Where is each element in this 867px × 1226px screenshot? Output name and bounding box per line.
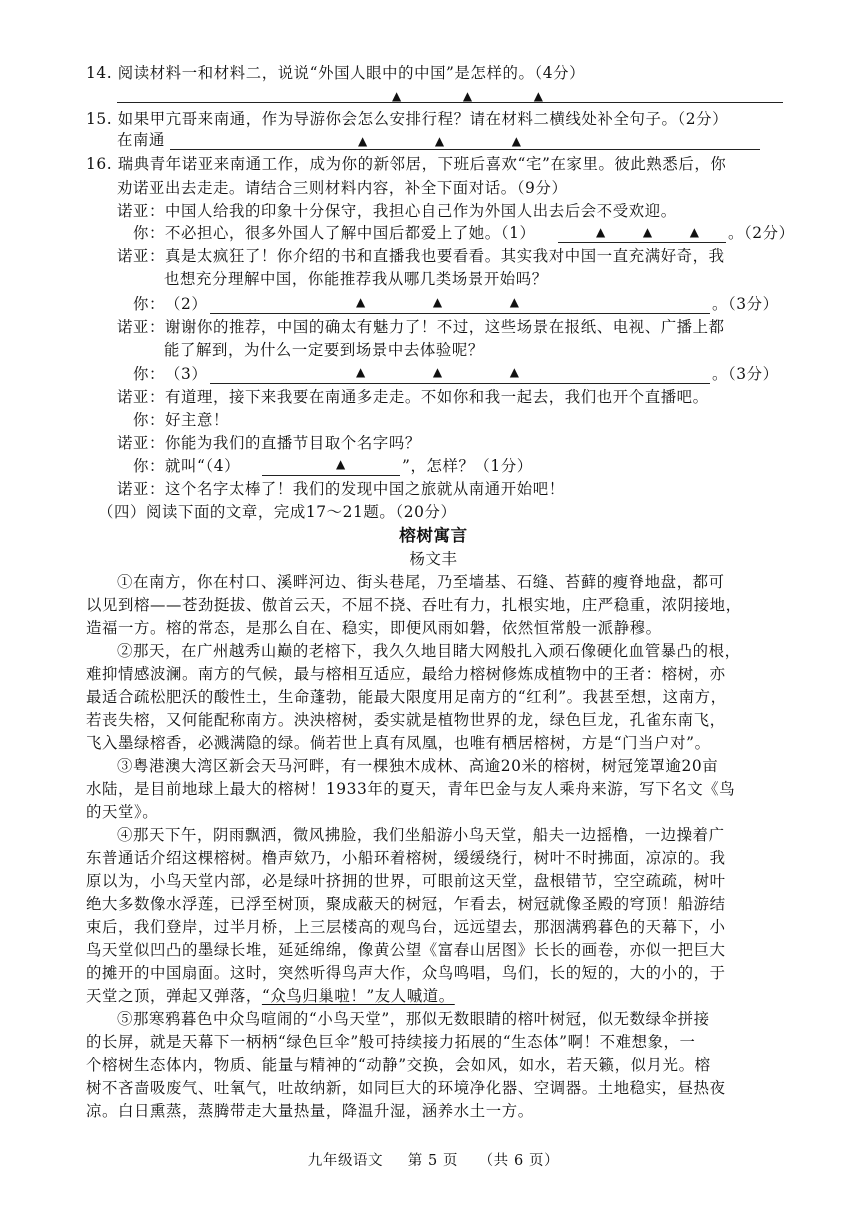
paragraph-line: 东普通话介绍这棵榕树。橹声欸乃，小船环着榕树，缓缓绕行，树叶不时拂面，凉凉的。我 <box>86 849 726 867</box>
paragraph-line: ⑤那寒鸦暮色中众鸟喧闹的“小鸟天堂”，那似无数眼睛的榕叶树冠，似无数绿伞拼接 <box>117 1010 710 1028</box>
paragraph-line: ③粤港澳大湾区新会天马河畔，有一棵独木成林、高逾20米的榕树，树冠笼罩逾20亩 <box>117 757 719 775</box>
dialogue-line <box>117 200 677 222</box>
triangle-marker-icon: ▲ <box>392 89 402 103</box>
dialogue-text: （3） <box>164 365 208 383</box>
dialogue-line <box>117 245 725 267</box>
paragraph-line: 的天堂》。 <box>86 803 159 821</box>
speaker-label: 诺亚： <box>117 318 165 336</box>
paragraph-line: 凉。白日熏蒸，蒸腾带走大量热量，降温升湿，涵养水土一方。 <box>86 1102 534 1120</box>
paragraph-line: 原以为，小鸟天堂内部，必是绿叶挤拥的世界，可眼前这天堂，盘根错节，空空疏疏，树叶 <box>86 872 726 890</box>
dialogue-text: 能了解到，为什么一定要到场景中去体验呢？ <box>164 341 484 359</box>
answer-markers <box>356 290 520 313</box>
dialogue-text: 中国人给我的印象十分保守，我担心自己作为外国人出去后会不受欢迎。 <box>164 202 677 220</box>
answer-line[interactable] <box>210 383 710 384</box>
dialogue-line <box>117 316 725 338</box>
dialogue-text: 你能为我们的直播节目取个名字吗？ <box>164 434 421 452</box>
speaker-label: 诺亚： <box>117 247 165 265</box>
dialogue-line <box>133 455 240 477</box>
speaker-label: 诺亚： <box>117 480 165 498</box>
article-title: 榕树寓言 <box>399 526 468 545</box>
paragraph-line: 以见到榕——苍劲挺拔、傲首云天，不屈不挠、吞吐有力，扎根实地，庄严稳重，浓阴接地， <box>86 596 742 614</box>
footer-total-pages: （共 6 页） <box>478 1153 560 1169</box>
footer-subject: 九年级语文 <box>307 1153 384 1169</box>
answer-line[interactable] <box>117 102 783 103</box>
answer-line[interactable] <box>170 149 760 150</box>
paragraph-line: 难抑情感波澜。南方的气候，最与榕相互适应，最给力榕树修炼成植物中的王者：榕树，亦 <box>86 665 726 683</box>
question-text: 阅读材料一和材料二，说说“外国人眼中的中国”是怎样的。（4分） <box>117 64 586 82</box>
paragraph-line: 的长屏，就是天幕下一柄柄“绿色巨伞”般可持续接力拓展的“生态体”啊！不难想象，一 <box>86 1033 696 1051</box>
triangle-marker-icon: ▲ <box>356 295 366 309</box>
dialogue-text: 这个名字太棒了！我们的发现中国之旅就从南通开始吧！ <box>164 480 565 498</box>
answer-line[interactable] <box>262 475 400 476</box>
answer-markers <box>596 220 700 243</box>
paragraph-line: 飞入墨绿榕香，必溅满隐的绿。倘若世上真有凤凰，也唯有栖居榕树，方是“门当户对”。 <box>86 734 711 752</box>
paragraph-line: 绝大多数像水浮莲，已浮至树顶，聚成蔽天的树冠，乍看去，树冠就像圣殿的穹顶！船游结 <box>86 895 726 913</box>
footer-page-number: 第 5 页 <box>407 1153 459 1169</box>
question-text: 劝诺亚出去走走。请结合三则材料内容，补全下面对话。（9分） <box>117 179 568 197</box>
triangle-marker-icon: ▲ <box>511 134 522 148</box>
triangle-marker-icon: ▲ <box>642 225 653 239</box>
answer-markers <box>392 84 544 107</box>
dialogue-text: 就叫“（4） <box>164 457 241 475</box>
triangle-marker-icon: ▲ <box>434 134 445 148</box>
triangle-marker-icon: ▲ <box>336 457 346 471</box>
answer-line[interactable] <box>210 313 710 314</box>
dialogue-line <box>133 222 535 244</box>
score-note: ”，怎样？（1分） <box>402 457 533 475</box>
paragraph-line: 水陆，是目前地球上最大的榕树！1933年的夏天，青年巴金与友人乘舟来游，写下名文《鸟 <box>86 780 736 798</box>
paragraph-line: ①在南方，你在村口、溪畔河边、街头巷尾，乃至墙基、石缝、苔藓的瘦脊地盘，都可 <box>117 573 725 591</box>
paragraph-line: 个榕树生态体内，物质、能量与精神的“动静”交换，会如风，如水，若天籁，似月光。榕 <box>86 1056 711 1074</box>
triangle-marker-icon: ▲ <box>432 295 443 309</box>
speaker-label: 诺亚： <box>117 388 165 406</box>
paragraph-line: ④那天下午，阴雨飘洒，微风拂脸，我们坐船游小鸟天堂，船夫一边摇橹，一边操着广 <box>117 826 725 844</box>
paragraph-line: 束后，我们登岸，过半月桥，上三层楼高的观鸟台，远远望去，那洇满鸦暮色的天幕下，小 <box>86 918 726 936</box>
paragraph-line: 若丧失榕，又何能配称南方。泱泱榕树，委实就是植物世界的龙，绿色巨龙，孔雀东南飞， <box>86 711 726 729</box>
triangle-marker-icon: ▲ <box>356 365 366 379</box>
answer-prefix: 在南通 <box>117 131 165 149</box>
question-text: 如果甲亢哥来南通，作为导游你会怎么安排行程？请在材料二横线处补全句子。（2分） <box>117 110 729 128</box>
score-note: 。（2分） <box>728 224 795 242</box>
triangle-marker-icon: ▲ <box>358 134 368 148</box>
question-text: 瑞典青年诺亚来南通工作，成为你的新邻居，下班后喜欢“宅”在家里。彼此熟悉后，你 <box>117 155 727 173</box>
triangle-marker-icon: ▲ <box>533 89 544 103</box>
speaker-label: 你： <box>133 365 165 383</box>
underlined-sentence: “众鸟归巢啦！”友人嘁道。 <box>261 987 455 1005</box>
dialogue-line <box>164 339 484 361</box>
dialogue-text: 真是太疯狂了！你介绍的书和直播我也要看看。其实我对中国一直充满好奇，我 <box>164 247 725 265</box>
paragraph-line: 最适合疏松肥沃的酸性土，生命蓬勃，能最大限度用足南方的“红利”。我甚至想，这南方， <box>86 688 727 706</box>
paragraph-text: 天堂之顶，弹起又弹落， <box>86 987 262 1005</box>
answer-markers <box>356 360 520 383</box>
speaker-label: 你： <box>133 457 165 475</box>
score-note: 。（3分） <box>712 365 779 383</box>
question-number: 16. <box>86 155 113 173</box>
dialogue-line <box>117 386 709 408</box>
answer-markers <box>336 452 346 475</box>
speaker-label: 你： <box>133 295 165 313</box>
paragraph-line: 造福一方。榕的常态，是那么自在、稳实，即便风雨如磐，依然恒常般一派静穆。 <box>86 619 662 637</box>
paragraph-line <box>86 985 455 1007</box>
dialogue-text: 也想充分理解中国，你能推荐我从哪几类场景开始吗？ <box>164 270 548 288</box>
triangle-marker-icon: ▲ <box>596 225 606 239</box>
dialogue-line <box>133 363 207 385</box>
paragraph-line: ②那天，在广州越秀山巅的老榕下，我久久地目睹大网般扎入顽石像硬化血管暴凸的根， <box>117 642 741 660</box>
dialogue-text: 有道理，接下来我要在南通多走走。不如你和我一起去，我们也开个直播吧。 <box>164 388 709 406</box>
question-16 <box>86 153 726 175</box>
question-number: 14. <box>86 64 113 82</box>
triangle-marker-icon: ▲ <box>509 295 520 309</box>
paragraph-line: 的摊开的中国扇面。这时，突然听得鸟声大作，众鸟鸣唱，鸟们，长的短的，大的小的，于 <box>86 964 726 982</box>
paragraph-line: 鸟天堂似凹凸的墨绿长堆，延延绵绵，像黄公望《富春山居图》长长的画卷，亦似一把巨大 <box>86 941 726 959</box>
speaker-label: 诺亚： <box>117 202 165 220</box>
triangle-marker-icon: ▲ <box>509 365 520 379</box>
page-footer <box>0 1150 867 1172</box>
dialogue-text: 不必担心，很多外国人了解中国后都爱上了她。（1） <box>164 224 536 242</box>
question-15 <box>86 108 728 130</box>
dialogue-text: 谢谢你的推荐，中国的确太有魅力了！不过，这些场景在报纸、电视、广播上都 <box>164 318 725 336</box>
triangle-marker-icon: ▲ <box>462 89 473 103</box>
triangle-marker-icon: ▲ <box>432 365 443 379</box>
paragraph-line: 树不吝啬吸废气、吐氧气，吐故纳新，如同巨大的环境净化器、空调器。土地稳实，昼热夜 <box>86 1079 726 1097</box>
speaker-label: 你： <box>133 224 165 242</box>
score-note: 。（3分） <box>712 295 779 313</box>
speaker-label: 你： <box>133 411 165 429</box>
question-14 <box>86 62 585 84</box>
triangle-marker-icon: ▲ <box>689 225 700 239</box>
dialogue-text: （2） <box>164 295 208 313</box>
dialogue-text: 好主意！ <box>164 411 229 429</box>
dialogue-line <box>133 409 229 431</box>
dialogue-line <box>164 268 548 290</box>
dialogue-line <box>117 432 421 454</box>
question-number: 15. <box>86 110 113 128</box>
article-author: 杨文丰 <box>409 550 458 568</box>
speaker-label: 诺亚： <box>117 434 165 452</box>
section-heading: （四）阅读下面的文章，完成17～21题。（20分） <box>98 503 457 521</box>
dialogue-line <box>133 293 207 315</box>
dialogue-line <box>117 478 565 500</box>
